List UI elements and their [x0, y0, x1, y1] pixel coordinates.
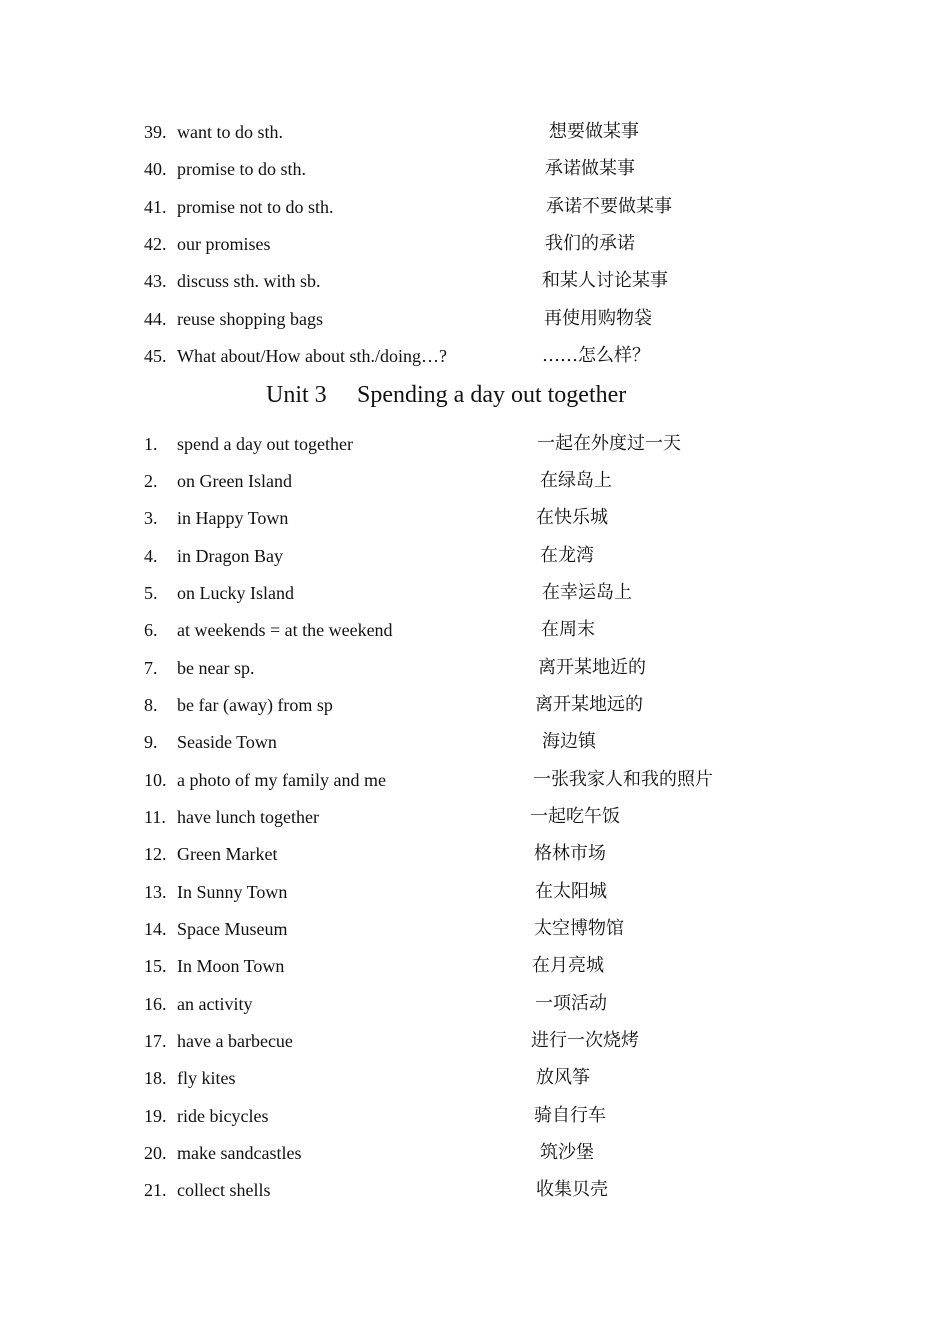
english-phrase: ride bicycles [177, 1106, 269, 1126]
item-number: 5. [144, 583, 158, 603]
vocab-row [0, 194, 950, 220]
item-number: 44. [144, 309, 167, 329]
item-number: 45. [144, 346, 167, 366]
english-phrase: a photo of my family and me [177, 770, 386, 790]
vocab-row [0, 231, 950, 257]
english-phrase: be far (away) from sp [177, 695, 333, 715]
vocab-row [0, 655, 950, 681]
chinese-meaning: 想要做某事 [549, 121, 639, 142]
vocab-row [0, 119, 950, 145]
vocab-row [0, 804, 950, 830]
item-number: 17. [144, 1031, 167, 1051]
vocab-row [0, 468, 950, 494]
english-phrase: an activity [177, 994, 253, 1014]
english-phrase: be near sp. [177, 658, 255, 678]
vocab-row [0, 879, 950, 905]
item-number: 15. [144, 956, 167, 976]
english-phrase: reuse shopping bags [177, 309, 323, 329]
vocab-row [0, 543, 950, 569]
vocab-row [0, 268, 950, 294]
english-phrase: spend a day out together [177, 434, 353, 454]
english-phrase: promise to do sth. [177, 159, 306, 179]
english-phrase: fly kites [177, 1068, 236, 1088]
chinese-meaning: 承诺做某事 [545, 158, 635, 179]
vocab-row [0, 617, 950, 643]
english-phrase: in Happy Town [177, 508, 289, 528]
vocab-row [0, 431, 950, 457]
item-number: 6. [144, 620, 158, 640]
item-number: 2. [144, 471, 158, 491]
vocab-row [0, 953, 950, 979]
english-phrase: our promises [177, 234, 271, 254]
item-number: 4. [144, 546, 158, 566]
chinese-meaning: 一张我家人和我的照片 [533, 769, 713, 790]
chinese-meaning: 一起吃午饭 [530, 806, 620, 827]
item-number: 40. [144, 159, 167, 179]
english-phrase: Space Museum [177, 919, 288, 939]
chinese-meaning: 和某人讨论某事 [542, 270, 668, 291]
vocab-row [0, 991, 950, 1017]
item-number: 7. [144, 658, 158, 678]
english-phrase: Green Market [177, 844, 278, 864]
chinese-meaning: 格林市场 [534, 843, 606, 864]
item-number: 13. [144, 882, 167, 902]
english-phrase: in Dragon Bay [177, 546, 283, 566]
item-number: 43. [144, 271, 167, 291]
item-number: 11. [144, 807, 166, 827]
english-phrase: have lunch together [177, 807, 319, 827]
chinese-meaning: ……怎么样？ [542, 345, 650, 366]
english-phrase: on Lucky Island [177, 583, 294, 603]
vocab-row [0, 692, 950, 718]
vocab-row [0, 1177, 950, 1203]
english-phrase: discuss sth. with sb. [177, 271, 321, 291]
english-phrase: In Sunny Town [177, 882, 288, 902]
chinese-meaning: 一项活动 [535, 993, 607, 1014]
item-number: 1. [144, 434, 158, 454]
chinese-meaning: 再使用购物袋 [544, 308, 652, 329]
vocab-row [0, 916, 950, 942]
vocab-row [0, 343, 950, 369]
vocab-row [0, 505, 950, 531]
chinese-meaning: 放风筝 [536, 1067, 590, 1088]
english-phrase: collect shells [177, 1180, 271, 1200]
chinese-meaning: 在太阳城 [535, 881, 607, 902]
item-number: 41. [144, 197, 167, 217]
vocab-row [0, 767, 950, 793]
chinese-meaning: 在快乐城 [536, 507, 608, 528]
item-number: 18. [144, 1068, 167, 1088]
english-phrase: make sandcastles [177, 1143, 302, 1163]
english-phrase: What about/How about sth./doing…? [177, 346, 447, 366]
chinese-meaning: 离开某地远的 [535, 694, 643, 715]
english-phrase: want to do sth. [177, 122, 283, 142]
vocab-row [0, 729, 950, 755]
vocab-row [0, 156, 950, 182]
english-phrase: promise not to do sth. [177, 197, 334, 217]
unit-title: Spending a day out together [357, 382, 627, 408]
chinese-meaning: 海边镇 [542, 731, 596, 752]
item-number: 19. [144, 1106, 167, 1126]
item-number: 10. [144, 770, 167, 790]
item-number: 20. [144, 1143, 167, 1163]
chinese-meaning: 我们的承诺 [545, 233, 635, 254]
chinese-meaning: 在周末 [541, 619, 595, 640]
vocab-row [0, 1065, 950, 1091]
item-number: 14. [144, 919, 167, 939]
item-number: 3. [144, 508, 158, 528]
vocab-row [0, 1140, 950, 1166]
item-number: 42. [144, 234, 167, 254]
chinese-meaning: 在幸运岛上 [542, 582, 632, 603]
vocab-row [0, 306, 950, 332]
chinese-meaning: 在月亮城 [532, 955, 604, 976]
unit-number: Unit 3 [266, 382, 327, 408]
item-number: 16. [144, 994, 167, 1014]
item-number: 9. [144, 732, 158, 752]
chinese-meaning: 一起在外度过一天 [537, 433, 681, 454]
english-phrase: at weekends = at the weekend [177, 620, 393, 640]
english-phrase: Seaside Town [177, 732, 277, 752]
english-phrase: In Moon Town [177, 956, 285, 976]
chinese-meaning: 在龙湾 [540, 545, 594, 566]
vocab-row [0, 580, 950, 606]
vocab-row [0, 1103, 950, 1129]
chinese-meaning: 太空博物馆 [534, 918, 624, 939]
chinese-meaning: 筑沙堡 [540, 1142, 594, 1163]
vocab-row [0, 841, 950, 867]
item-number: 39. [144, 122, 167, 142]
chinese-meaning: 收集贝壳 [536, 1179, 608, 1200]
english-phrase: on Green Island [177, 471, 292, 491]
chinese-meaning: 在绿岛上 [540, 470, 612, 491]
vocab-row [0, 1028, 950, 1054]
item-number: 12. [144, 844, 167, 864]
chinese-meaning: 进行一次烧烤 [531, 1030, 639, 1051]
item-number: 21. [144, 1180, 167, 1200]
chinese-meaning: 骑自行车 [534, 1105, 606, 1126]
item-number: 8. [144, 695, 158, 715]
english-phrase: have a barbecue [177, 1031, 293, 1051]
chinese-meaning: 离开某地近的 [538, 657, 646, 678]
chinese-meaning: 承诺不要做某事 [546, 196, 672, 217]
